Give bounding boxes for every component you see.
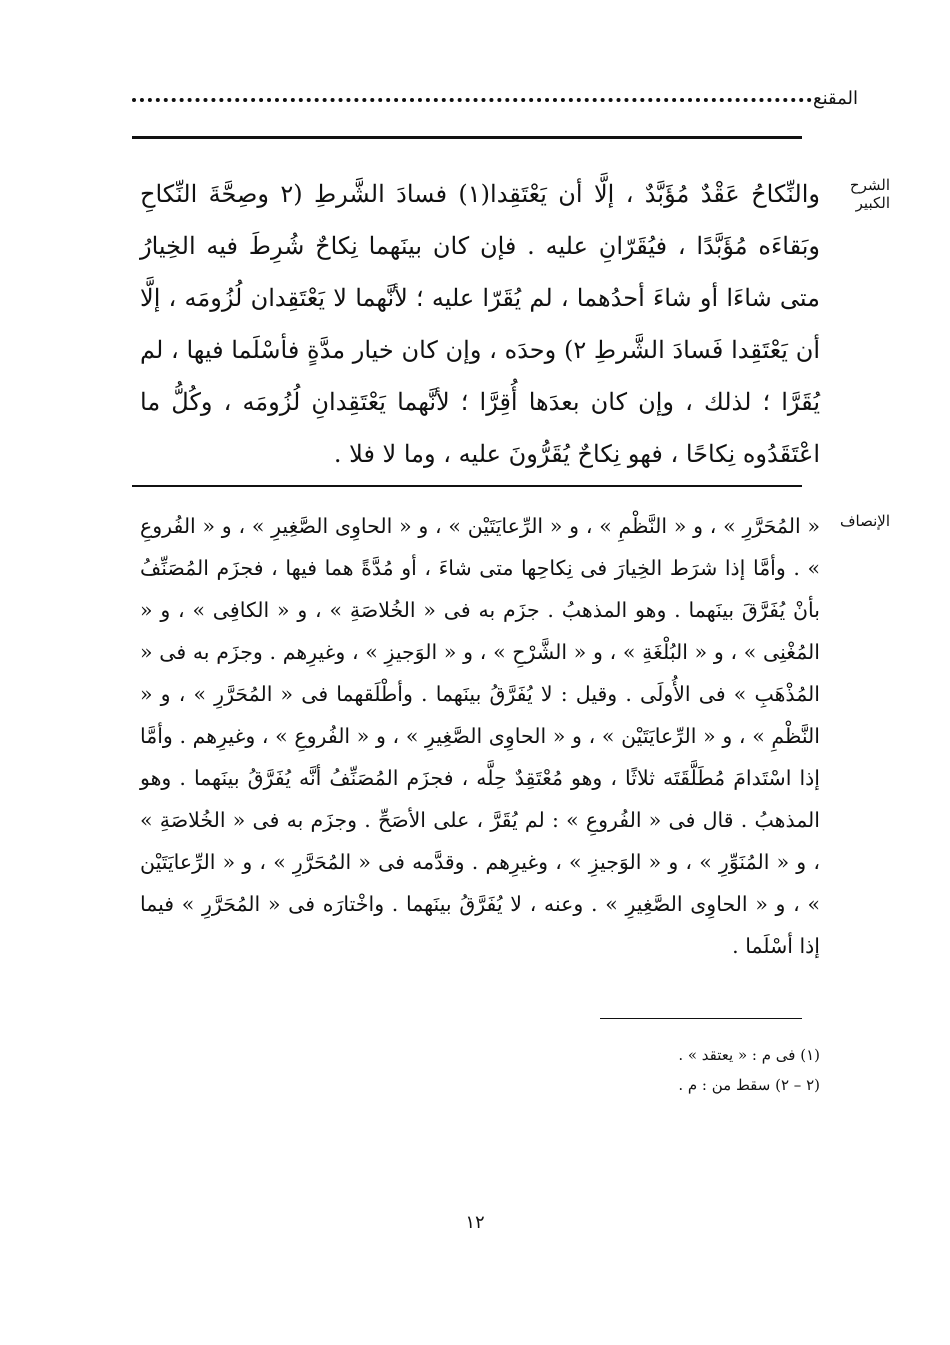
- footnote-2: (٢ – ٢) سقط من : م .: [678, 1076, 820, 1094]
- running-title: المقنع: [812, 88, 858, 109]
- insaf-margin-label: الإنصاف: [839, 512, 890, 530]
- insaf-body: [140, 505, 820, 967]
- footnote-rule: [600, 1018, 802, 1019]
- sharh-paragraph: والنِّكاحُ عَقْدٌ مُؤَبَّدٌ ، إلَّا أن يَعْتَقِدا(١) فسادَ الشَّرطِ (٢ وصِحَّةَ النِّكاحِ وبَقاءَه مُؤَبَّدًا ، فيُقَرّانِ عليه . فإن كان بينَهما نِكاحٌ شُرِطَ فيه الخِيارُ متى شاءَا أو شاءَ أحدُهما ، لم يُقَرّا عليه ؛ لأنَّهما لا يَعْتَقِدان لُزُومَه ، إلَّا أن يَعْتَقِدا فَسادَ الشَّرطِ ٢) وحدَه ، وإن كان خيار مدَّةٍ فأسْلَما فيها ، لم يُقَرَّا ؛ لذلك ، وإن كان بعدَها أُقِرَّا ؛ لأنَّهما يَعْتَقِدانِ لُزُومَه ، وكُلُّ ما اعْتَقَدُوه نِكاحًا ، فهو نِكاحٌ يُقَرُّونَ عليه ، وما لا فلا .: [140, 180, 821, 468]
- footnotes: [140, 1040, 820, 1100]
- page-number: ١٢: [465, 1212, 485, 1233]
- header-dotted-line: [132, 98, 812, 102]
- footnote-1: (١) فى م : « يعتقد » .: [678, 1046, 820, 1064]
- sharh-body: [140, 168, 820, 480]
- section-divider: [132, 485, 802, 487]
- header-rule: [132, 136, 802, 139]
- insaf-paragraph: « المُحَرَّرِ » ، و « النَّظْمِ » ، و « الرِّعايَتَيْن » ، و « الحاوِى الصَّغِيرِ » ، و « الفُروعِ » . وأمَّا إذا شرَط الخِيارَ فى نِكاحِها متى شاءَ ، أو مُدَّةً هما فيها ، فجزَم المُصَنِّفُ بأنْ يُفَرَّقَ بينَهما . وهو المذهبُ . جزَم به فى « الخُلاصَةِ » ، و « الكافِى » ، و « المُغْنِى » ، و « البُلْغَةِ » ، و « الشَّرْحِ » ، و « الوَجيزِ » ، وغيرِهم . وجزَم به فى « المُذْهَبِ » فى الأُولَى . وقيل : لا يُفَرَّقُ بينَهما . وأطْلَقهما فى « المُحَرَّرِ » ، و « النَّظْمِ » ، و « الرِّعايَتَيْن » ، و « الحاوِى الصَّغِيرِ » ، و « الفُروعِ » ، وغيرِهم . وأمَّا إذا اسْتَدامَ مُطَلَّقَتَه ثلاثًا ، وهو مُعْتَقِدٌ حِلَّه ، فجزَم المُصَنِّفُ أنَّه يُفَرَّقُ بينَهما . وهو المذهبُ . قال فى « الفُروعِ » : لم يُقَرَّ ، على الأصَحِّ . وجزَم به فى « الخُلاصَةِ » ، و « المُنَوِّرِ » ، و « الوَجيزِ » ، وغيرِهم . وقدَّمه فى « المُحَرَّرِ » ، و « الرِّعايَتَيْن » ، و « الحاوِى الصَّغِيرِ » . وعنه ، لا يُفَرَّقُ بينَهما . واخْتارَه فى « المُحَرَّرِ » فيما إذا أسْلَما .: [140, 514, 820, 958]
- sharh-margin-label: الشرح الكبير: [849, 176, 890, 212]
